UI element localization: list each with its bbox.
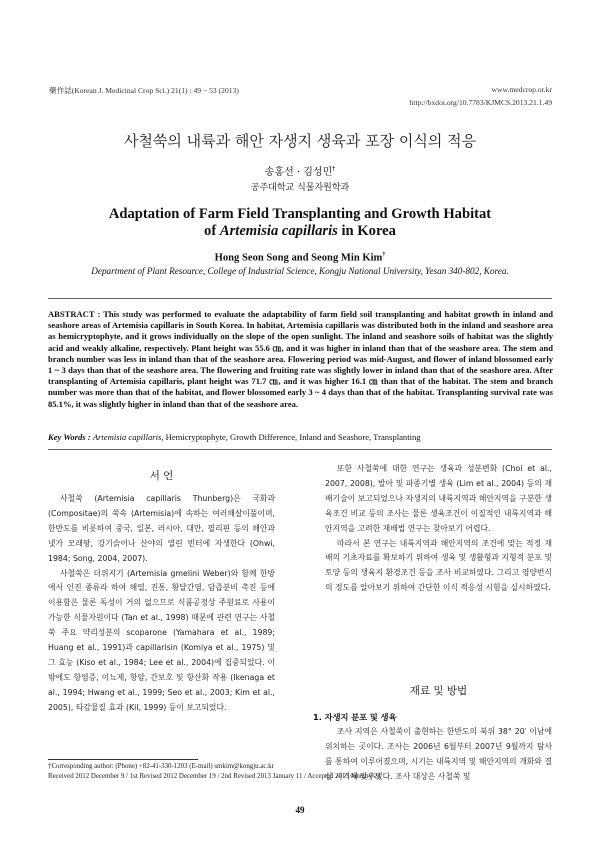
korean-authors	[0, 163, 600, 178]
english-title-line2	[0, 223, 600, 240]
page-number: 49	[295, 805, 305, 815]
intro-paragraph-4: 따라서 본 연구는 내륙지역과 해안지역의 조건에 맞는 적정 재배의 기초자료를 확보하기 위하여 생육 및 생활형과 지형적 분포 및 토양 등의 생육지 환경조건 등을 조사 비교하였다. 그리고 영양번식의 정도를 알아보기 위하여 간단한 이식 적응성 시험을 실시하였다.	[325, 538, 552, 593]
corresponding-author-note: †Corresponding author: (Phone) +82-41-330-1203 (E-mail) smkim@kongju.ac.kr	[48, 763, 274, 770]
english-author-names: Hong Seon Song and Seong Min Kim	[214, 252, 383, 264]
english-title-line1: Adaptation of Farm Field Transplanting and Growth Habitat	[108, 206, 492, 222]
keywords-list: , Hemicryptophyte, Growth Difference, Inland and Seashore, Transplanting	[161, 432, 421, 442]
abstract-label: ABSTRACT :	[48, 309, 101, 319]
footnote-rule	[48, 759, 198, 760]
journal-website[interactable]: www.medcrop.or.kr	[491, 85, 552, 94]
korean-author-mark: †	[332, 165, 336, 173]
korean-title: 사철쑥의 내륙과 해안 자생지 생육과 포장 이식의 적응	[123, 132, 477, 150]
abstract	[48, 309, 553, 410]
left-column	[48, 492, 275, 716]
keywords-species: Artemisia capillaris	[92, 432, 162, 442]
journal-citation: 藥作誌(Korean J. Medicinal Crop Sci.) 21(1) : 49 − 53 (2013)	[49, 86, 239, 95]
english-title	[0, 206, 600, 240]
introduction-heading: 서 언	[149, 470, 174, 482]
doi-link[interactable]: http://bxdoi.org/10.7783/KJMCS.2013.21.1.49	[409, 98, 552, 107]
english-title-species: Artemisia capillaris	[219, 223, 338, 239]
english-affiliation: Department of Plant Resource, College of Industrial Science, Kongju National University, Yesan 340-802, Korea.	[91, 266, 509, 276]
methods-subheading: 1. 자생지 분포 및 생육	[313, 712, 397, 722]
methods-paragraph-1: 조사 지역은 사철쑥이 출현하는 한반도의 북위 38° 20′ 이남에 위치하는 곳이다. 조사는 2006년 6월부터 2007년 9월까지 탐사를 통하여 이루어졌으며, 시기는 내륙지역 및 해안지역의 개화와 결실 시기에 맞추었다. 조사 대상은 사철쑥 및	[325, 727, 552, 781]
korean-author-names: 송홍선 · 김성민	[264, 167, 333, 178]
english-title-suffix: in Korea	[337, 223, 396, 239]
right-column	[325, 462, 552, 596]
abstract-bottom-rule	[48, 449, 552, 450]
intro-paragraph-2: 사철쑥은 더위지기 (Artemisia gmelini Weber)와 함께 한방에서 인진 종류라 하여 해열, 진통, 황달간염, 담즙분비 촉진 등에 이용함은 물론 독성이 거의 없으므로 식품공정상 주원료로 사용이 가능한 식물자원이다 (Tan et al., 1998) 때문에 관련 연구는 사철쑥 주요 약리성분의 scoparone (Yamahara et al., 1989; Huang et al., 1991)과 capillarisin (Komiya et al., 1975) 및 그 효능 (Kiso et al., 1984; Lee et al., 2004)에 집중되었다. 이밖에도 항염증, 이뇨제, 항암, 간보호 및 항산화 작용 (Ikenaga et al., 1994; Hwang et al., 1999; Seo et al., 2003; Kim et al., 2005), 타감물질 효과 (Kil, 1999) 등이 보고되었다.	[48, 568, 275, 712]
abstract-top-rule	[48, 298, 552, 299]
keywords	[48, 432, 553, 442]
korean-affiliation: 공주대학교 식물자원학과	[250, 183, 350, 193]
english-title-prefix: of	[204, 223, 220, 239]
abstract-text: This study was performed to evaluate the adaptability of farm field soil transplanting and habitat growth in inland and seashore areas of Artemisia capillaris in South Korea. In habitat, Artemisia capillaris was distributed both in the inland and seashore area as hemicryptophyte, and it grows individually on the slope of the open sunlight. The inland and seashore soils of habitat was the slightly acid and weakly alkaline, respectively. Plant height was 55.6 ㎝, and it was higher in inland than that of the seashore area. The stem and branch number was less in inland than that of the seashore area. Flowering period was mid-August, and flower of inland blossomed early 1 ~ 3 days than that of the seashore area. The flowering and fruiting rate was slightly lower in inland than that of the seashore area. After transplanting of Artemisia capillaris, plant height was 71.7 ㎝, and it was higher 16.1 ㎝ than that of the habitat. The stem and branch number was more than that of the habitat, and flower blossomed early 3 ~ 4 days than that of the habitat. Transplanting survival rate was 85.1%, it was slightly higher in inland than that of the seashore area.	[48, 309, 554, 409]
english-authors	[0, 252, 600, 264]
english-author-mark: †	[382, 252, 386, 258]
received-dates: Received 2012 December 9 / 1st Revised 2012 December 19 / 2nd Revised 2013 January 11 / Accepted 2013 January 24	[48, 773, 381, 780]
methods-heading: 재료 및 방법	[409, 685, 468, 697]
intro-paragraph-3: 또한 사철쑥에 대한 연구는 생육과 성분변화 (Choi et al., 2007, 2008), 발아 및 파종기별 생육 (Lim et al., 2004) 등의 재배기술이 보고되었으나 자생지의 내륙지역과 해안지역을 구분한 생육조건 비교 등의 조사는 물론 생육조건이 이질적인 내륙지역과 해안지역을 고려한 재배법 연구는 찾아보기 어렵다.	[325, 464, 552, 533]
intro-paragraph-1: 사철쑥 (Artemisia capillaris Thunberg)은 국화과 (Compositae)의 쑥속 (Artemisia)에 속하는 여러해살이풀이며, 한반도를 비롯하여 중국, 일본, 러시아, 대만, 필리핀 등의 해안과 냇가 모래땅, 강기슭이나 산야의 열린 빈터에 자생한다 (Ohwi, 1984; Song, 2004, 2007).	[48, 494, 275, 563]
keywords-label: Key Words :	[48, 432, 91, 442]
